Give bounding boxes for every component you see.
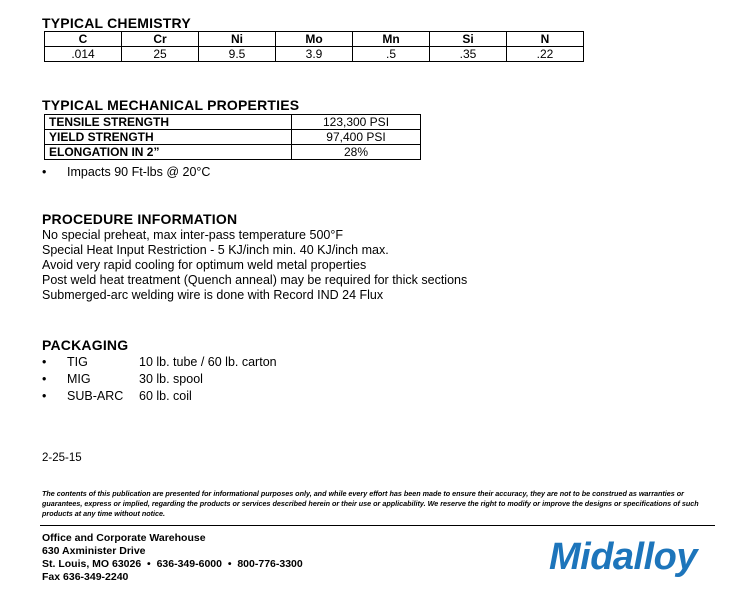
list-item	[42, 388, 277, 405]
chem-header-mo: Mo	[276, 32, 353, 47]
package-type: TIG	[67, 355, 88, 369]
package-type: SUB-ARC	[67, 389, 124, 403]
city-phone-line	[42, 558, 303, 571]
mech-label: TENSILE STRENGTH	[45, 115, 292, 130]
table-row	[45, 130, 421, 145]
procedure-line: No special preheat, max inter-pass temperature 500°F	[42, 228, 343, 242]
impacts-text: Impacts 90 Ft-lbs @ 20°C	[67, 165, 211, 179]
phone-number: 800-776-3300	[237, 558, 303, 570]
chem-header-n: N	[507, 32, 584, 47]
list-item	[42, 371, 277, 388]
procedure-line: Avoid very rapid cooling for optimum weld metal properties	[42, 258, 367, 272]
chem-value-n: .22	[507, 47, 584, 62]
table-row	[45, 115, 421, 130]
revision-date: 2-25-15	[42, 452, 82, 464]
fax-number: Fax 636-349-2240	[42, 571, 129, 583]
bullet-icon: •	[42, 165, 47, 179]
chem-header-cr: Cr	[122, 32, 199, 47]
list-item	[42, 354, 277, 371]
chem-header-ni: Ni	[199, 32, 276, 47]
divider	[40, 525, 715, 526]
company-name: Office and Corporate Warehouse	[42, 532, 206, 544]
packaging-list	[42, 354, 277, 405]
table-row	[45, 145, 421, 160]
chem-value-mn: .5	[353, 47, 430, 62]
chem-header-c: C	[45, 32, 122, 47]
chem-value-si: .35	[430, 47, 507, 62]
impacts-note	[42, 164, 210, 181]
address-block	[42, 532, 303, 584]
chem-value-mo: 3.9	[276, 47, 353, 62]
bullet-icon: •	[42, 355, 47, 369]
mechanical-table	[44, 114, 421, 160]
mech-label: ELONGATION IN 2”	[45, 145, 292, 160]
procedure-heading: PROCEDURE INFORMATION	[42, 211, 238, 227]
packaging-heading: PACKAGING	[42, 337, 129, 353]
chem-header-mn: Mn	[353, 32, 430, 47]
procedure-line: Post weld heat treatment (Quench anneal) may be required for thick sections	[42, 273, 468, 287]
separator-dot: •	[227, 558, 232, 570]
mech-value: 28%	[292, 145, 421, 160]
package-desc: 10 lb. tube / 60 lb. carton	[139, 355, 277, 369]
disclaimer-text: The contents of this publication are presented for informational purposes only, and while every effort has been made to ensure their accuracy, they are not to be construed as warranties or guarantees, express or implied, regarding the products or services described herein or their use or applicability. We reserve the right to modify or improve the designs or specifications of such products at any time without notice.	[42, 489, 699, 518]
mech-value: 97,400 PSI	[292, 130, 421, 145]
chemistry-heading: TYPICAL CHEMISTRY	[42, 15, 191, 31]
mech-value: 123,300 PSI	[292, 115, 421, 130]
package-desc: 30 lb. spool	[139, 372, 203, 386]
package-type: MIG	[67, 372, 91, 386]
procedure-line: Submerged-arc welding wire is done with Record IND 24 Flux	[42, 288, 384, 302]
midalloy-logo: Midalloy	[549, 536, 698, 578]
street-address: 630 Axminister Drive	[42, 545, 146, 557]
mech-label: YIELD STRENGTH	[45, 130, 292, 145]
phone-number: 636-349-6000	[156, 558, 222, 570]
chemistry-table	[44, 31, 584, 62]
bullet-icon: •	[42, 389, 47, 403]
procedure-line: Special Heat Input Restriction - 5 KJ/inch min. 40 KJ/inch max.	[42, 243, 389, 257]
mechanical-heading: TYPICAL MECHANICAL PROPERTIES	[42, 97, 300, 113]
package-desc: 60 lb. coil	[139, 389, 192, 403]
city-state-zip: St. Louis, MO 63026	[42, 558, 142, 570]
chem-value-c: .014	[45, 47, 122, 62]
chem-value-ni: 9.5	[199, 47, 276, 62]
bullet-icon: •	[42, 372, 47, 386]
chem-header-si: Si	[430, 32, 507, 47]
procedure-list	[42, 228, 467, 303]
separator-dot: •	[147, 558, 151, 570]
chem-value-cr: 25	[122, 47, 199, 62]
